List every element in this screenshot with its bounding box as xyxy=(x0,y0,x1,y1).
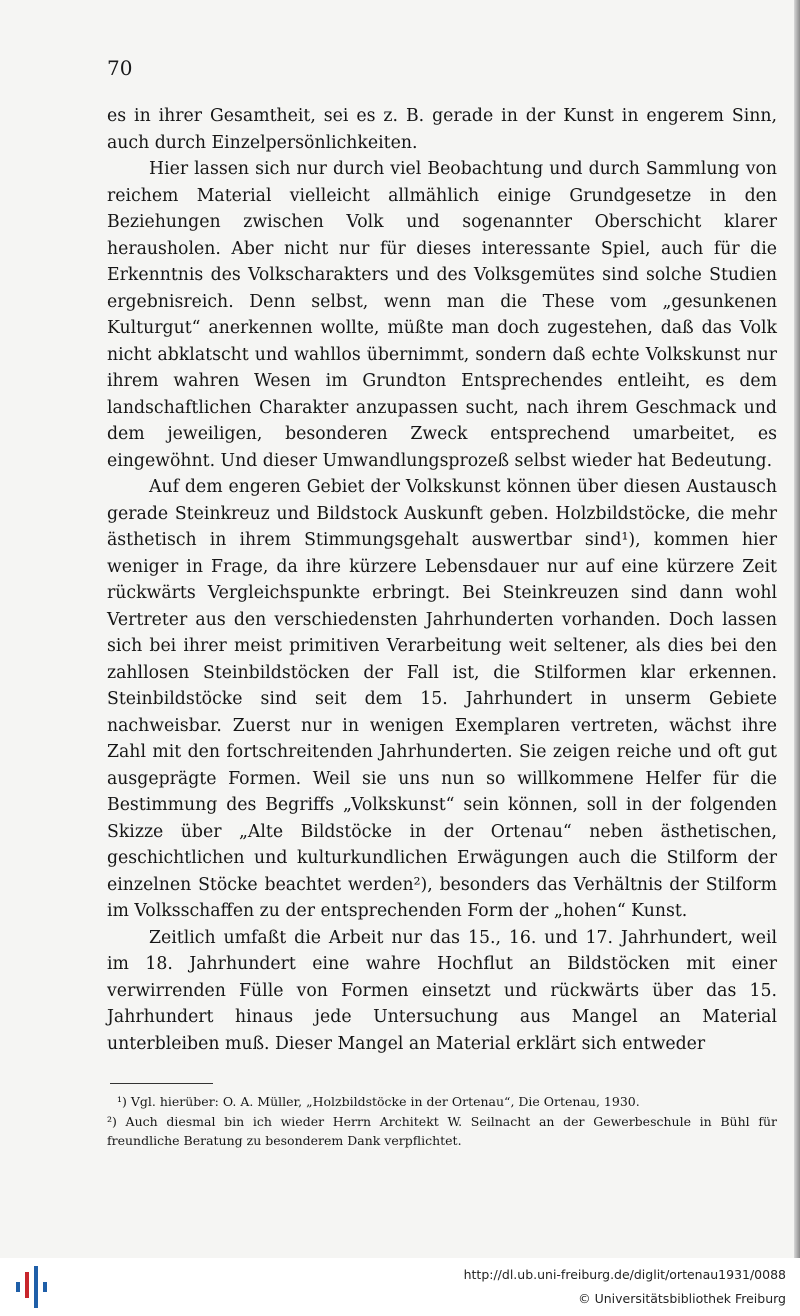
logo-bar-4 xyxy=(43,1282,47,1292)
logo-bar-2 xyxy=(25,1272,29,1298)
paragraph-2: Hier lassen sich nur durch viel Beobachtung und durch Sammlung von reichem Material vielleicht allmählich einige Grundgesetze in den Beziehungen zwischen Volk und sogenannter Oberschicht klarer herausholen. Aber nicht nur für dieses interessante Spiel, auch für die Erkenntnis des Volkscharakters und des Volksgemütes sind solche Studien ergebnisreich. Denn selbst, wenn man die These vom „gesunkenen Kulturgut“ anerkennen wollte, müßte man doch zugestehen, daß das Volk nicht abklatscht und wahllos übernimmt, sondern daß echte Volkskunst nur ihrem wahren Wesen im Grundton Entsprechendes entleiht, es dem landschaftlichen Charakter anzupassen sucht, nach ihrem Geschmack und dem jeweiligen, besonderen Zweck entsprechend umarbeitet, es eingewöhnt. Und dieser Umwandlungsprozeß selbst wieder hat Bedeutung. xyxy=(107,159,777,471)
footnote-divider xyxy=(110,1083,213,1084)
copyright-notice: © Universitätsbibliothek Freiburg xyxy=(578,1291,786,1306)
page-spine-shadow xyxy=(794,0,800,1258)
footnote-1: ¹) Vgl. hierüber: O. A. Müller, „Holzbildstöcke in der Ortenau“, Die Ortenau, 1930. xyxy=(117,1094,640,1109)
footnotes xyxy=(107,1092,777,1151)
viewer-footer xyxy=(0,1258,800,1316)
logo-bar-3 xyxy=(34,1266,38,1308)
footnote-2: ²) Auch diesmal bin ich wieder Herrn Architekt W. Seilnacht an der Gewerbeschule in Bühl für freundliche Beratung zu besonderem Dank verpflichtet. xyxy=(107,1113,777,1148)
ub-freiburg-logo-icon[interactable] xyxy=(14,1266,54,1308)
logo-bar-1 xyxy=(16,1282,20,1292)
paragraph-4: Zeitlich umfaßt die Arbeit nur das 15., 16. und 17. Jahrhundert, weil im 18. Jahrhundert eine wahre Hochflut an Bildstöcken mit einer verwirrenden Fülle von Formen einsetzt und rückwärts über das 15. Jahrhundert hinaus jede Untersuchung aus Mangel an Material unterbleiben muß. Dieser Mangel an Material erklärt sich entweder xyxy=(107,927,777,1054)
permalink-url[interactable]: http://dl.ub.uni-freiburg.de/diglit/ortenau1931/0088 xyxy=(463,1267,786,1282)
paragraph-3: Auf dem engeren Gebiet der Volkskunst können über diesen Austausch gerade Steinkreuz und Bildstock Auskunft geben. Holzbildstöcke, die mehr ästhetisch in ihrem Stimmungsgehalt auswertbar sind¹), kommen hier weniger in Frage, da ihre kürzere Lebensdauer nur auf eine kürzere Zeit rückwärts Vergleichspunkte erbringt. Bei Steinkreuzen sind dann wohl Vertreter aus den verschiedensten Jahrhunderten vorhanden. Doch lassen sich bei ihrer meist primitiven Verarbeitung weit seltener, als dies bei den zahllosen Steinbildstöcken der Fall ist, die Stilformen klar erkennen. Steinbildstöcke sind seit dem 15. Jahrhundert in unserm Gebiete nachweisbar. Zuerst nur in wenigen Exemplaren vertreten, wächst ihre Zahl mit den fortschreitenden Jahrhunderten. Sie zeigen reiche und oft gut ausgeprägte Formen. Weil sie uns nun so willkommene Helfer für die Bestimmung des Begriffs „Volkskunst“ sein können, soll in der folgenden Skizze über „Alte Bildstöcke in der Ortenau“ neben ästhetischen, geschichtlichen und kulturkundlichen Erwägungen auch die Stilform der einzelnen Stöcke beachtet werden²), besonders das Verhältnis der Stilform im Volksschaffen zu der entsprechenden Form der „hohen“ Kunst. xyxy=(107,477,777,921)
body-text xyxy=(107,103,777,1057)
paragraph-1: es in ihrer Gesamtheit, sei es z. B. gerade in der Kunst in engerem Sinn, auch durch Einzelpersönlichkeiten. xyxy=(107,106,777,153)
page-number: 70 xyxy=(107,56,133,80)
